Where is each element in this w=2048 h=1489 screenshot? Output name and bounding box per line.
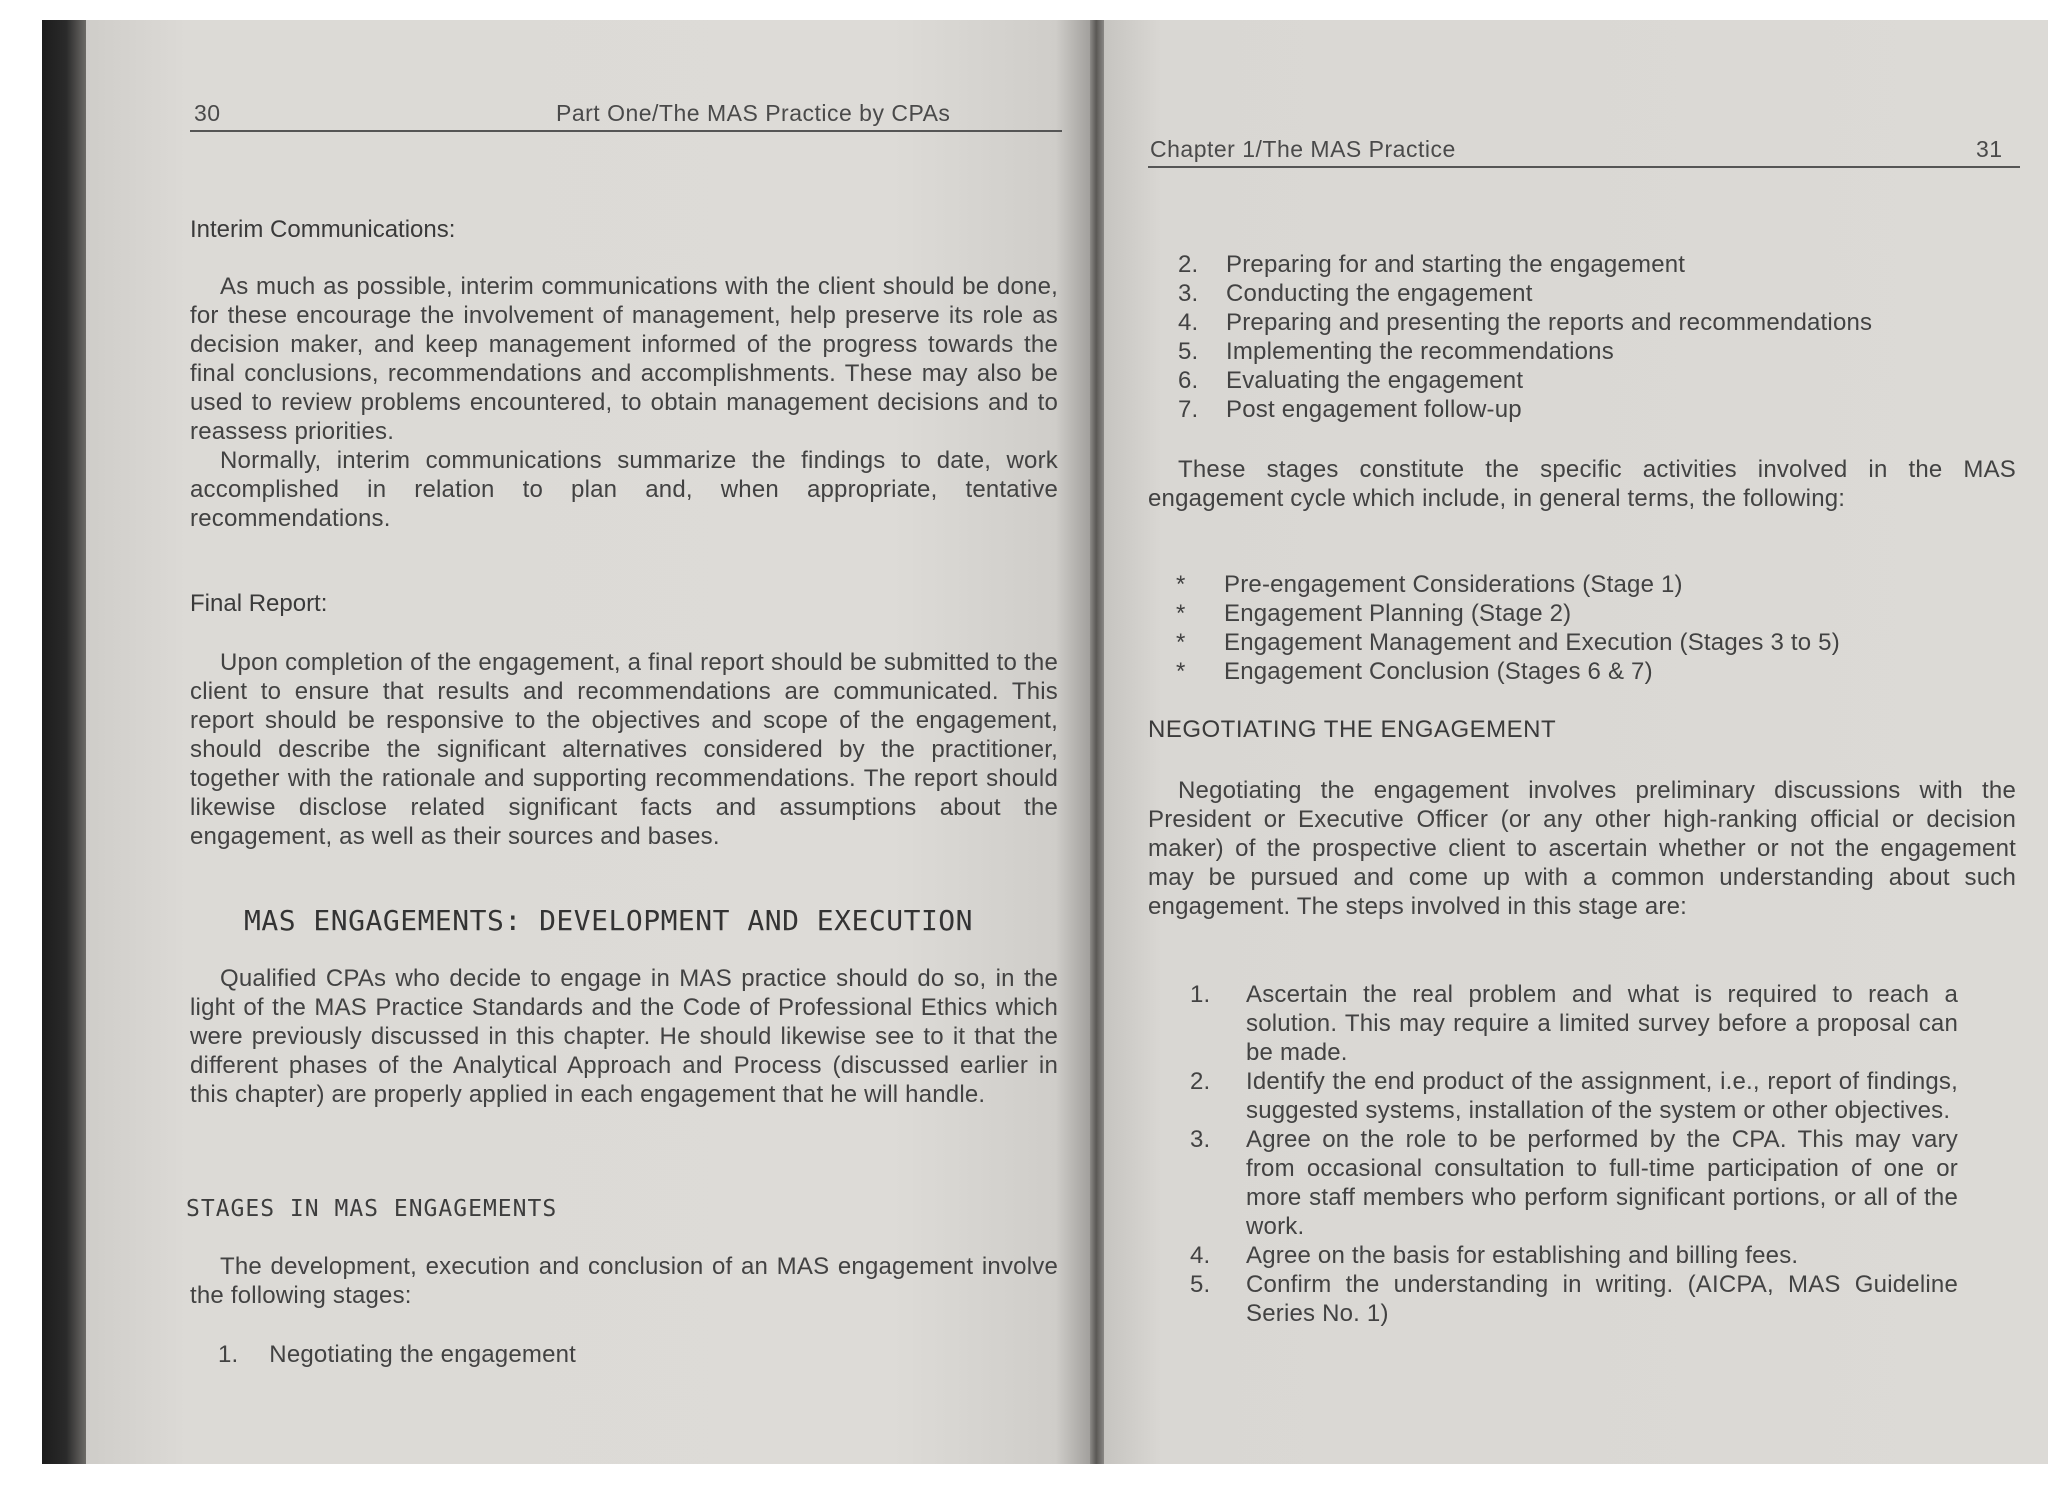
stages-heading: STAGES IN MAS ENGAGEMENTS [186,1196,558,1222]
cycle-bullet-item [1176,628,2006,657]
negotiating-step-marker: 2. [1190,1068,1211,1095]
stage-text: Negotiating the engagement [269,1341,577,1368]
cycle-bullet-text: Engagement Management and Execution (Stages 3 to 5) [1224,629,1840,656]
cycle-bullet-item [1176,599,2006,628]
cycle-bullet-text: Pre-engagement Considerations (Stage 1) [1224,571,1683,598]
negotiating-step-item [1190,1270,1958,1328]
negotiating-step-marker: 3. [1190,1126,1211,1153]
stage-text: Preparing for and starting the engagement [1226,251,1686,278]
cycle-bullet-list [1176,570,2006,686]
stage-text: Evaluating the engagement [1226,367,1524,394]
final-report-paragraph: Upon completion of the engagement, a final report should be submitted to the client to ensure that results and recommendations are communicated. This report should be responsive to the objectives and scope of the engagement, should describe the significant alternatives considered by the practitioner, together with the rationale and supporting recommendations. The report should likewise disclose related significant facts and assumptions about the engagement, as well as their sources and bases. [190,649,1058,850]
stage-item [1178,395,2008,424]
cycle-bullet-marker: * [1176,600,1186,627]
stage-item [1178,337,2008,366]
stage-item-1 [218,1340,918,1369]
book-edge-shadow [42,20,86,1464]
book-spine [1090,20,1104,1464]
stage-marker: 3. [1178,280,1199,307]
stage-marker: 2. [1178,251,1199,278]
stage-marker: 7. [1178,396,1199,423]
negotiating-step-text: Confirm the understanding in writing. (AICPA, MAS Guideline Series No. 1) [1246,1271,1958,1327]
cycle-bullet-text: Engagement Conclusion (Stages 6 & 7) [1224,658,1653,685]
running-head-left: Part One/The MAS Practice by CPAs [556,100,951,126]
negotiating-step-item [1190,1125,1958,1241]
stages-intro [190,1252,1058,1310]
stage-item [1178,279,2008,308]
negotiating-step-marker: 5. [1190,1271,1211,1298]
section-body [190,964,1058,1109]
negotiating-step-item [1190,1067,1958,1125]
negotiating-body [1148,776,2016,921]
cycle-bullet-item [1176,657,2006,686]
cycle-bullet-text: Engagement Planning (Stage 2) [1224,600,1572,627]
page-number-left: 30 [194,100,221,126]
cycle-bullet-marker: * [1176,571,1186,598]
negotiating-steps [1190,980,1958,1328]
section-title: MAS ENGAGEMENTS: DEVELOPMENT AND EXECUTION [244,904,974,937]
interim-body [190,272,1058,533]
interim-heading: Interim Communications: [190,216,456,243]
interim-paragraph-1: As much as possible, interim communications with the client should be done, for these encourage the involvement of management, help preserve its role as decision maker, and keep management informed of the progress towards the final conclusions, recommendations and accomplishments. These may also be used to review problems encountered, to obtain management decisions and to reassess priorities. [190,273,1058,445]
stages-list [1178,250,2008,424]
section-paragraph: Qualified CPAs who decide to engage in MAS practice should do so, in the light of the MAS Practice Standards and the Code of Professional Ethics which were previously discussed in this chapter. He should likewise see to it that the different phases of the Analytical Approach and Process (discussed earlier in this chapter) are properly applied in each engagement that he will handle. [190,965,1058,1108]
negotiating-step-text: Identify the end product of the assignment, i.e., report of findings, suggested systems, installation of the system or other objectives. [1246,1068,1958,1124]
interim-paragraph-2: Normally, interim communications summarize the findings to date, work accomplished in relation to plan and, when appropriate, tentative recommendations. [190,447,1058,532]
stage-marker: 4. [1178,309,1199,336]
stage-item [1178,366,2008,395]
stage-number: 1. [218,1341,239,1368]
final-report-heading: Final Report: [190,590,328,617]
stage-marker: 6. [1178,367,1199,394]
negotiating-paragraph: Negotiating the engagement involves preliminary discussions with the President or Executive Officer (or any other high-ranking official or decision maker) of the prospective client to ascertain whether or not the engagement may be pursued and come up with a common understanding about such engagement. The steps involved in this stage are: [1148,777,2016,920]
negotiating-step-text: Agree on the basis for establishing and billing fees. [1246,1242,1799,1269]
negotiating-step-marker: 1. [1190,981,1211,1008]
negotiating-heading: NEGOTIATING THE ENGAGEMENT [1148,716,1557,743]
final-report-body [190,648,1058,851]
page-number-right: 31 [1976,136,2003,162]
stage-text: Implementing the recommendations [1226,338,1614,365]
stage-text: Post engagement follow-up [1226,396,1522,423]
negotiating-step-item [1190,1241,1958,1270]
negotiating-step-item [1190,980,1958,1067]
stage-text: Preparing and presenting the reports and recommendations [1226,309,1873,336]
header-rule-right [1148,166,2020,168]
running-head-right: Chapter 1/The MAS Practice [1150,136,1456,162]
stage-marker: 5. [1178,338,1199,365]
cycle-bullet-marker: * [1176,629,1186,656]
cycle-body [1148,455,2016,513]
header-rule-left [190,130,1062,132]
cycle-paragraph: These stages constitute the specific activities involved in the MAS engagement cycle which include, in general terms, the following: [1148,456,2016,512]
stage-item [1178,250,2008,279]
stage-item [1178,308,2008,337]
cycle-bullet-item [1176,570,2006,599]
stages-paragraph: The development, execution and conclusion of an MAS engagement involve the following stages: [190,1253,1058,1309]
cycle-bullet-marker: * [1176,658,1186,685]
negotiating-step-text: Agree on the role to be performed by the CPA. This may vary from occasional consultation to full-time participation of one or more staff members who perform significant portions, or all of the work. [1246,1126,1958,1240]
negotiating-step-text: Ascertain the real problem and what is required to reach a solution. This may require a limited survey before a proposal can be made. [1246,981,1958,1066]
stage-text: Conducting the engagement [1226,280,1533,307]
negotiating-step-marker: 4. [1190,1242,1211,1269]
